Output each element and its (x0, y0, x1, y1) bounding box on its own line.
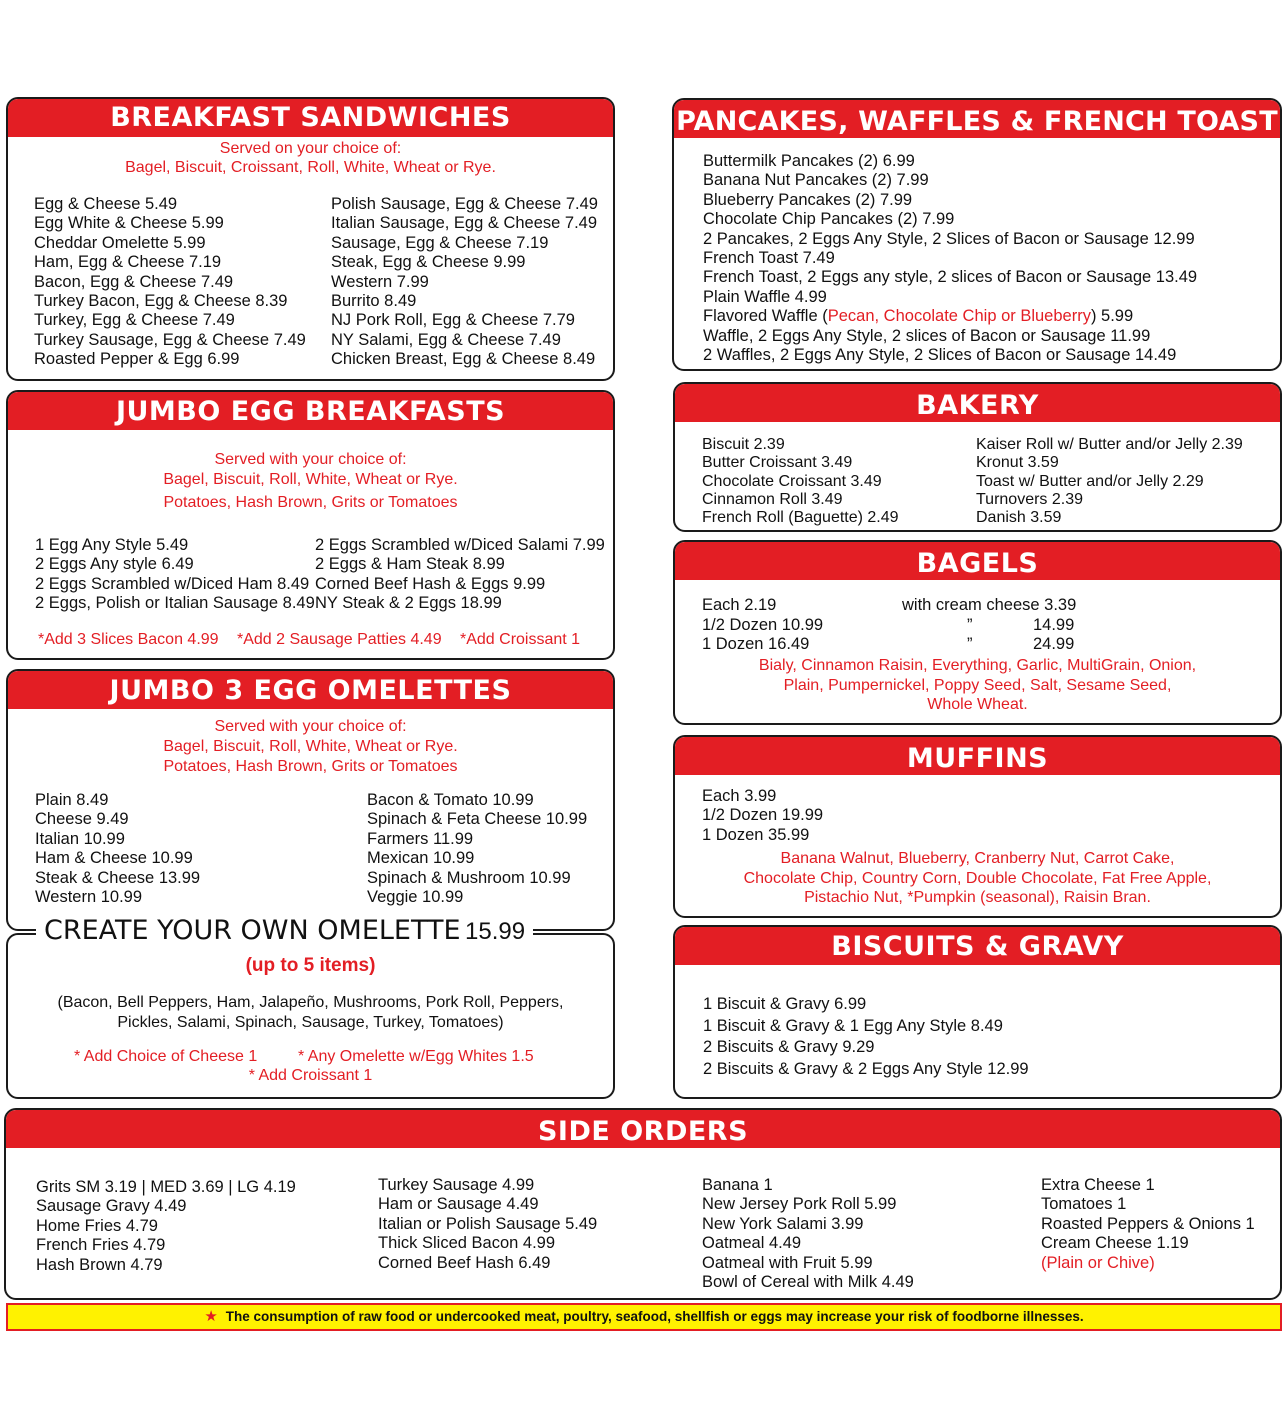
menu-item: Chicken Breast, Egg & Cheese 8.49 (331, 350, 596, 369)
menu-item: NJ Pork Roll, Egg & Cheese 7.79 (331, 311, 575, 330)
menu-item: Sausage, Egg & Cheese 7.19 (331, 233, 549, 252)
pancakes-section (672, 98, 1282, 371)
menu-item: 2 Biscuits & Gravy 9.29 (703, 1038, 875, 1056)
side-col-4 (1041, 1176, 1255, 1273)
section-title: BREAKFAST SANDWICHES (8, 99, 613, 137)
menu-item: 2 Eggs Scrambled w/Diced Ham 8.49 (35, 574, 310, 593)
section-title: BAKERY (675, 384, 1280, 422)
qty-price: 1/2 Dozen 10.99 (702, 615, 824, 634)
left-item-list (34, 195, 306, 370)
menu-item: 1 Biscuit & Gravy 6.99 (703, 995, 867, 1013)
menu-item: Kronut 3.59 (976, 454, 1059, 472)
menu-item: Western 7.99 (331, 272, 429, 291)
menu-item: Cream Cheese 1.19 (1041, 1234, 1189, 1253)
menu-item: 2 Biscuits & Gravy & 2 Eggs Any Style 12.99 (703, 1059, 1029, 1078)
create-omelette-heading (36, 915, 533, 946)
ingredients-line-1: (Bacon, Bell Peppers, Ham, Jalapeño, Mushrooms, Pork Roll, Peppers, (57, 994, 564, 1011)
left-item-list (35, 791, 200, 907)
menu-item: Bowl of Cereal with Milk 4.49 (702, 1273, 914, 1292)
side-orders-section (4, 1108, 1282, 1300)
menu-item: New Jersey Pork Roll 5.99 (702, 1195, 897, 1214)
cream-cheese-price: 24.99 (1033, 635, 1075, 654)
warning-banner (6, 1303, 1282, 1331)
section-title: SIDE ORDERS (6, 1110, 1280, 1148)
menu-item: Roasted Pepper & Egg 6.99 (34, 350, 240, 369)
served-options: Bagel, Biscuit, Roll, White, Wheat or Rye. (163, 738, 458, 755)
create-omelette-section (6, 915, 615, 1099)
menu-item: 2 Eggs Scrambled w/Diced Salami 7.99 (315, 536, 605, 554)
section-title: JUMBO 3 EGG OMELETTES (8, 671, 613, 709)
served-label: Served with your choice of: (214, 451, 407, 468)
menu-item: Danish 3.59 (976, 509, 1062, 527)
cream-cheese-note: (Plain or Chive) (1041, 1253, 1155, 1272)
warning-text: The consumption of raw food or undercooked meat, poultry, seafood, shellfish or eggs may increase your risk of foodborne illnesses. (225, 1309, 1084, 1324)
menu-item: French Toast 7.49 (703, 249, 835, 268)
left-item-list (35, 536, 315, 614)
ditto-mark: ” (967, 635, 973, 654)
addon-croissant: *Add Croissant 1 (460, 631, 581, 648)
menu-item: Egg White & Cheese 5.99 (34, 214, 224, 233)
menu-item-flavored-waffle (703, 307, 1197, 326)
menu-item: Biscuit 2.39 (702, 436, 785, 453)
menu-item: 2 Pancakes, 2 Eggs Any Style, 2 Slices of Bacon or Sausage 12.99 (703, 229, 1195, 248)
served-label: Served with your choice of: (214, 718, 407, 735)
item-limit: (up to 5 items) (245, 955, 376, 976)
right-item-list (976, 436, 1243, 527)
menu-item: Spinach & Mushroom 10.99 (367, 868, 571, 887)
price-row (702, 596, 1262, 616)
menu-item: New York Salami 3.99 (702, 1214, 864, 1233)
menu-item: Cheddar Omelette 5.99 (34, 233, 206, 252)
served-label: Served on your choice of: (219, 140, 402, 157)
menu-item: Sausage Gravy 4.49 (36, 1197, 187, 1216)
menu-item: Turkey, Egg & Cheese 7.49 (34, 311, 235, 330)
menu-item: Blueberry Pancakes (2) 7.99 (703, 190, 913, 209)
menu-item: Burrito 8.49 (331, 292, 417, 311)
muffin-flavors-1: Banana Walnut, Blueberry, Cranberry Nut, Carrot Cake, (780, 850, 1175, 867)
ingredients-line-2: Pickles, Salami, Spinach, Sausage, Turkey, Tomatoes) (117, 1014, 504, 1031)
bakery-section (673, 382, 1282, 532)
menu-item: 2 Eggs Any style 6.49 (35, 555, 194, 574)
menu-item: Hash Brown 4.79 (36, 1255, 163, 1274)
menu-item: 2 Waffles, 2 Eggs Any Style, 2 Slices of Bacon or Sausage 14.49 (703, 346, 1177, 365)
addon-egg-whites: * Any Omelette w/Egg Whites 1.5 (298, 1048, 534, 1065)
bagel-price-table (702, 596, 1262, 655)
menu-item: Farmers 11.99 (367, 829, 474, 848)
omelettes-section (6, 669, 615, 931)
bagel-flavors-2: Plain, Pumpernickel, Poppy Seed, Salt, Sesame Seed, (783, 677, 1172, 694)
bagel-flavors-1: Bialy, Cinnamon Raisin, Everything, Garlic, MultiGrain, Onion, (758, 657, 1197, 674)
menu-item: Spinach & Feta Cheese 10.99 (367, 810, 588, 829)
menu-item: 2 Eggs & Ham Steak 8.99 (315, 555, 505, 574)
menu-item: Oatmeal with Fruit 5.99 (702, 1253, 873, 1272)
menu-item: Ham & Cheese 10.99 (35, 849, 193, 868)
menu-item: Roasted Peppers & Onions 1 (1041, 1214, 1255, 1233)
qty-price: Each 2.19 (702, 596, 777, 614)
menu-item: Steak, Egg & Cheese 9.99 (331, 253, 526, 272)
side-col-1 (36, 1178, 296, 1275)
create-omelette-price: 15.99 (465, 918, 526, 945)
section-title: BISCUITS & GRAVY (675, 927, 1280, 965)
menu-item: Ham, Egg & Cheese 7.19 (34, 253, 222, 272)
menu-item: NY Salami, Egg & Cheese 7.49 (331, 330, 561, 349)
addon-bacon: *Add 3 Slices Bacon 4.99 (38, 631, 219, 648)
left-item-list (702, 436, 899, 527)
menu-item: Oatmeal 4.49 (702, 1234, 802, 1253)
right-item-list (315, 536, 605, 614)
menu-item: Buttermilk Pancakes (2) 6.99 (703, 152, 915, 170)
muffin-price-list (702, 787, 823, 845)
served-sides: Potatoes, Hash Brown, Grits or Tomatoes (163, 494, 458, 511)
pancakes-item-list (703, 152, 1197, 365)
section-title: MUFFINS (675, 737, 1280, 775)
section-title: BAGELS (675, 542, 1280, 580)
menu-item: Chocolate Croissant 3.49 (702, 472, 882, 490)
menu-item: Banana 1 (702, 1176, 773, 1194)
menu-item: Thick Sliced Bacon 4.99 (378, 1234, 556, 1253)
menu-item: French Roll (Baguette) 2.49 (702, 509, 899, 527)
menu-item: 1 Dozen 35.99 (702, 825, 810, 844)
menu-item: Chocolate Chip Pancakes (2) 7.99 (703, 210, 955, 229)
menu-item: Each 3.99 (702, 787, 777, 805)
menu-item: Toast w/ Butter and/or Jelly 2.29 (976, 472, 1204, 490)
bagel-flavors-3: Whole Wheat. (927, 696, 1028, 713)
menu-item: Turnovers 2.39 (976, 490, 1084, 508)
menu-item: Extra Cheese 1 (1041, 1176, 1155, 1194)
menu-item: Tomatoes 1 (1041, 1195, 1127, 1214)
served-options: Bagel, Biscuit, Croissant, Roll, White, Wheat or Rye. (125, 159, 496, 176)
menu-item: Banana Nut Pancakes (2) 7.99 (703, 171, 929, 190)
menu-item: Italian 10.99 (35, 829, 125, 848)
muffin-flavors-2: Chocolate Chip, Country Corn, Double Chocolate, Fat Free Apple, (743, 870, 1212, 887)
menu-item: Steak & Cheese 13.99 (35, 868, 201, 887)
side-col-2 (378, 1176, 597, 1273)
menu-item: Western 10.99 (35, 888, 143, 907)
right-item-list (367, 791, 587, 907)
menu-item: Home Fries 4.79 (36, 1216, 158, 1235)
menu-item: Cheese 9.49 (35, 810, 129, 829)
menu-item: 2 Eggs, Polish or Italian Sausage 8.49 (35, 594, 315, 613)
menu-item: 1 Biscuit & Gravy & 1 Egg Any Style 8.49 (703, 1016, 1003, 1035)
addon-croissant: * Add Croissant 1 (248, 1067, 373, 1084)
menu-item: Italian or Polish Sausage 5.49 (378, 1214, 598, 1233)
menu-item: Corned Beef Hash & Eggs 9.99 (315, 574, 546, 593)
menu-item: Turkey Bacon, Egg & Cheese 8.39 (34, 292, 288, 311)
addon-sausage: *Add 2 Sausage Patties 4.49 (237, 631, 442, 648)
menu-item: Plain Waffle 4.99 (703, 287, 827, 306)
star-icon: ★ (204, 1308, 218, 1325)
menu-item: Mexican 10.99 (367, 849, 475, 868)
menu-item: Italian Sausage, Egg & Cheese 7.49 (331, 214, 598, 233)
biscuits-gravy-section (673, 925, 1282, 1099)
menu-item: Ham or Sausage 4.49 (378, 1195, 539, 1214)
menu-item: Turkey Sausage 4.99 (378, 1176, 535, 1194)
price-row (702, 635, 1262, 655)
menu-item: Veggie 10.99 (367, 888, 464, 907)
price-row (702, 616, 1262, 636)
cream-cheese-label: with cream cheese 3.39 (902, 596, 1077, 614)
biscuits-item-list (703, 994, 1029, 1080)
right-item-list (331, 195, 598, 370)
menu-item: Waffle, 2 Eggs Any Style, 2 slices of Bacon or Sausage 11.99 (703, 326, 1151, 345)
breakfast-sandwiches-section (6, 97, 615, 381)
menu-item: NY Steak & 2 Eggs 18.99 (315, 594, 502, 613)
flavored-suffix: ) 5.99 (1090, 307, 1134, 326)
menu-item: Grits SM 3.19 | MED 3.69 | LG 4.19 (36, 1178, 296, 1196)
addon-cheese: * Add Choice of Cheese 1 (74, 1048, 258, 1065)
menu-item: Plain 8.49 (35, 791, 109, 809)
menu-item: Turkey Sausage, Egg & Cheese 7.49 (34, 330, 306, 349)
cream-cheese-price: 14.99 (1033, 615, 1075, 634)
menu-item: Bacon, Egg & Cheese 7.49 (34, 272, 234, 291)
served-options: Bagel, Biscuit, Roll, White, Wheat or Rye. (163, 471, 458, 488)
menu-item: French Toast, 2 Eggs any style, 2 slices of Bacon or Sausage 13.49 (703, 268, 1198, 287)
menu-item: Butter Croissant 3.49 (702, 454, 853, 472)
menu-item: Kaiser Roll w/ Butter and/or Jelly 2.39 (976, 436, 1243, 453)
jumbo-egg-section (6, 390, 615, 660)
menu-item: French Fries 4.79 (36, 1236, 166, 1255)
side-col-3 (702, 1176, 914, 1292)
menu-item: Corned Beef Hash 6.49 (378, 1253, 551, 1272)
menu-item: Bacon & Tomato 10.99 (367, 791, 534, 809)
menu-item: 1/2 Dozen 19.99 (702, 806, 824, 825)
qty-price: 1 Dozen 16.49 (702, 635, 810, 654)
create-omelette-title: CREATE YOUR OWN OMELETTE (44, 915, 461, 946)
section-title: JUMBO EGG BREAKFASTS (8, 392, 613, 430)
menu-item: Polish Sausage, Egg & Cheese 7.49 (331, 195, 598, 213)
muffin-flavors-3: Pistachio Nut, *Pumpkin (seasonal), Raisin Bran. (804, 889, 1151, 906)
ditto-mark: ” (967, 615, 973, 634)
menu-item: Cinnamon Roll 3.49 (702, 490, 843, 508)
bagels-section (673, 540, 1282, 725)
served-sides: Potatoes, Hash Brown, Grits or Tomatoes (163, 758, 458, 775)
muffins-section (673, 735, 1282, 918)
section-title: PANCAKES, WAFFLES & FRENCH TOAST (674, 100, 1280, 138)
flavored-options: Pecan, Chocolate Chip or Blueberry (827, 307, 1091, 326)
menu-item: 1 Egg Any Style 5.49 (35, 536, 189, 554)
flavored-prefix: Flavored Waffle ( (703, 307, 828, 326)
menu-item: Egg & Cheese 5.49 (34, 195, 178, 213)
